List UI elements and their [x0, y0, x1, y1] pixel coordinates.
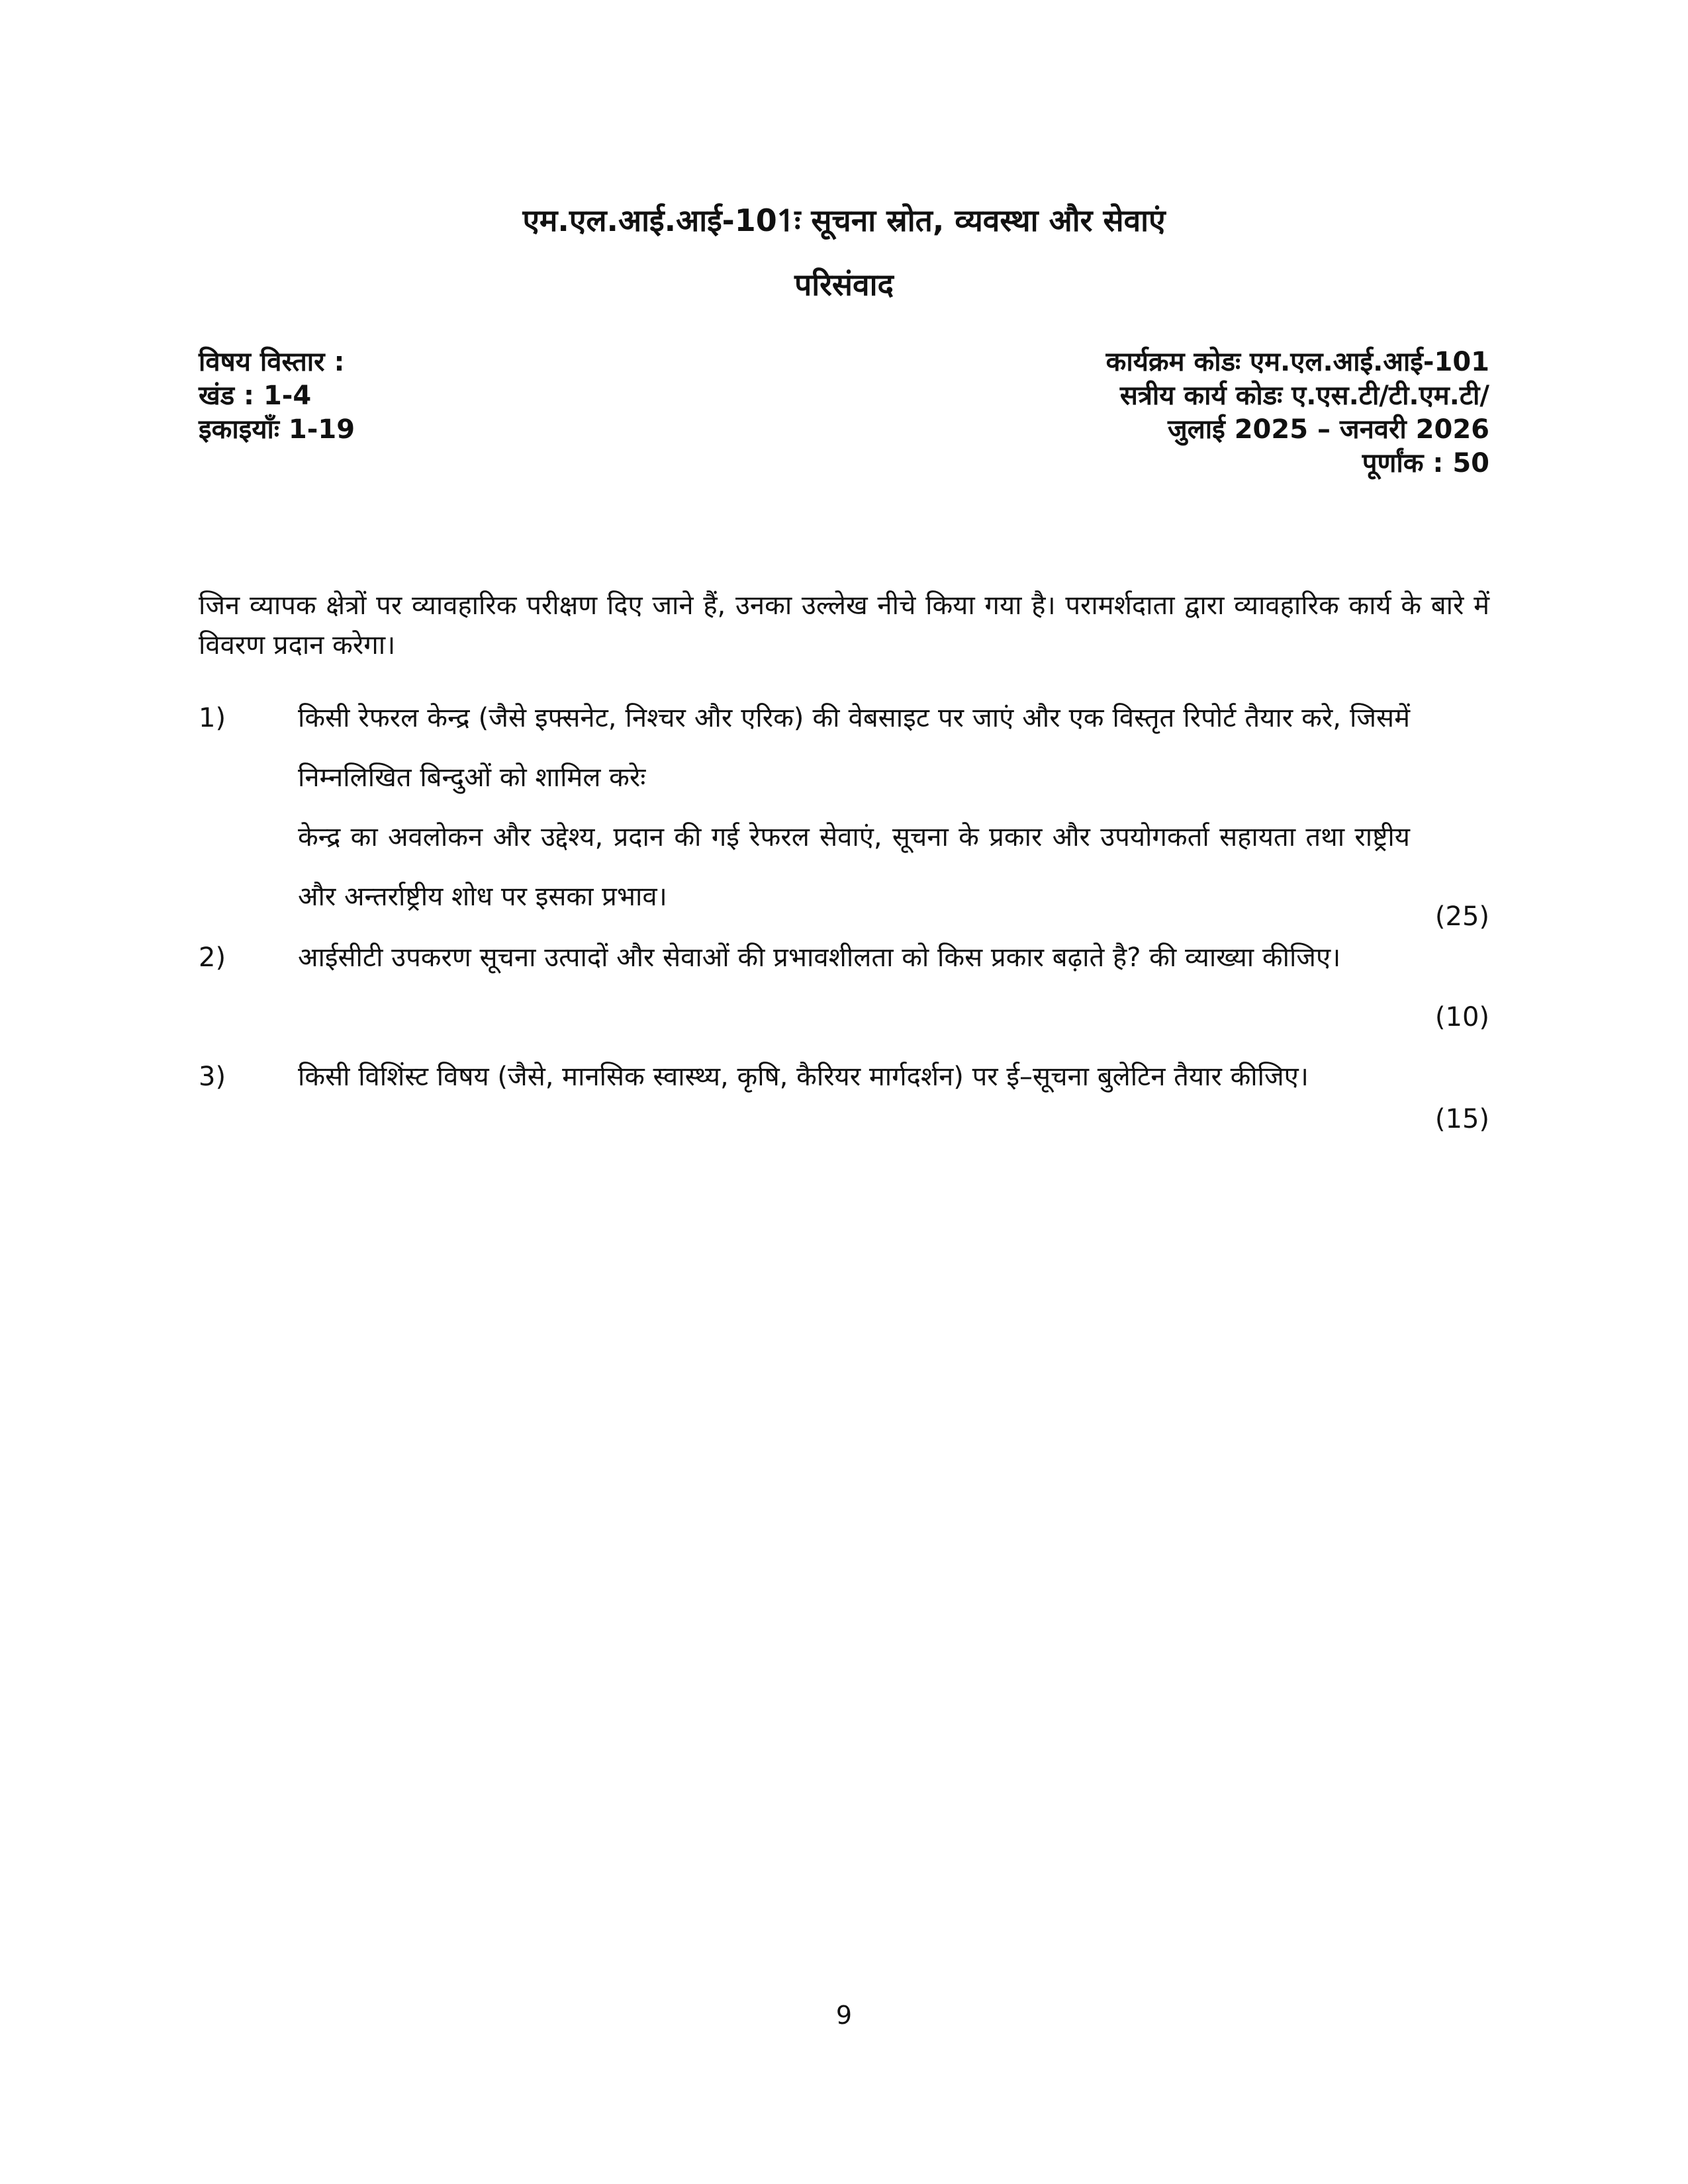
question-3	[199, 1050, 1489, 1150]
question-number: 1)	[199, 703, 226, 733]
meta-right-block	[1106, 345, 1489, 480]
unit-range: इकाइयाँः 1-19	[199, 414, 355, 445]
assignment-code: सत्रीय कार्य कोडः ए.एस.टी/टी.एम.टी/	[1119, 381, 1489, 411]
maximum-marks: पूर्णांक : 50	[1362, 448, 1489, 478]
question-number: 3)	[199, 1062, 226, 1092]
question-marks: (15)	[1434, 1104, 1489, 1134]
subject-scope-label: विषय विस्तार :	[199, 347, 345, 377]
question-marks: (10)	[1434, 1002, 1489, 1032]
question-marks: (25)	[1434, 901, 1489, 932]
session-period: जुलाई 2025 – जनवरी 2026	[1168, 414, 1489, 445]
intro-paragraph: जिन व्यापक क्षेत्रों पर व्यावहारिक परीक्षण दिए जाने हैं, उनका उल्लेख नीचे किया गया है। परामर्शदाता द्वारा व्यावहारिक कार्य के बारे में विवरण प्रदान करेगा।	[199, 590, 1489, 660]
question-number: 2)	[199, 942, 226, 973]
page-number: 9	[835, 2001, 853, 2030]
question-text: किसी विशिंस्ट विषय (जैसे, मानसिक स्वास्थ्य, कृषि, कैरियर मार्गदर्शन) पर ई–सूचना बुलेटिन तैयार कीजिए।	[298, 1062, 1309, 1092]
question-text: आईसीटी उपकरण सूचना उत्पादों और सेवाओं की प्रभावशीलता को किस प्रकार बढ़ाते है? की व्याख्या कीजिए।	[298, 942, 1341, 973]
block-range: खंड : 1-4	[199, 381, 312, 411]
question-text: किसी रेफरल केन्द्र (जैसे इफ्सनेट, निश्चर और एरिक) की वेबसाइट पर जाएं और एक विस्तृत रिपोर्ट तैयार करे, जिसमें निम्नलिखित बिन्दुओं को शामिल करेः	[298, 703, 1410, 793]
meta-left-block	[199, 345, 355, 447]
question-2	[199, 928, 1489, 1054]
programme-code: कार्यक्रम कोडः एम.एल.आई.आई-101	[1105, 347, 1489, 377]
question-subtext: केन्द्र का अवलोकन और उद्देश्य, प्रदान की गई रेफरल सेवाएं, सूचना के प्रकार और उपयोगकर्ता सहायता तथा राष्ट्रीय और अन्तर्राष्ट्रीय शोध पर इसका प्रभाव।	[298, 822, 1410, 912]
question-1	[199, 688, 1489, 940]
document-subtitle: परिसंवाद	[794, 267, 894, 302]
document-title: एम.एल.आई.आई-101ः सूचना स्रोत, व्यवस्था और सेवाएं	[522, 203, 1166, 238]
